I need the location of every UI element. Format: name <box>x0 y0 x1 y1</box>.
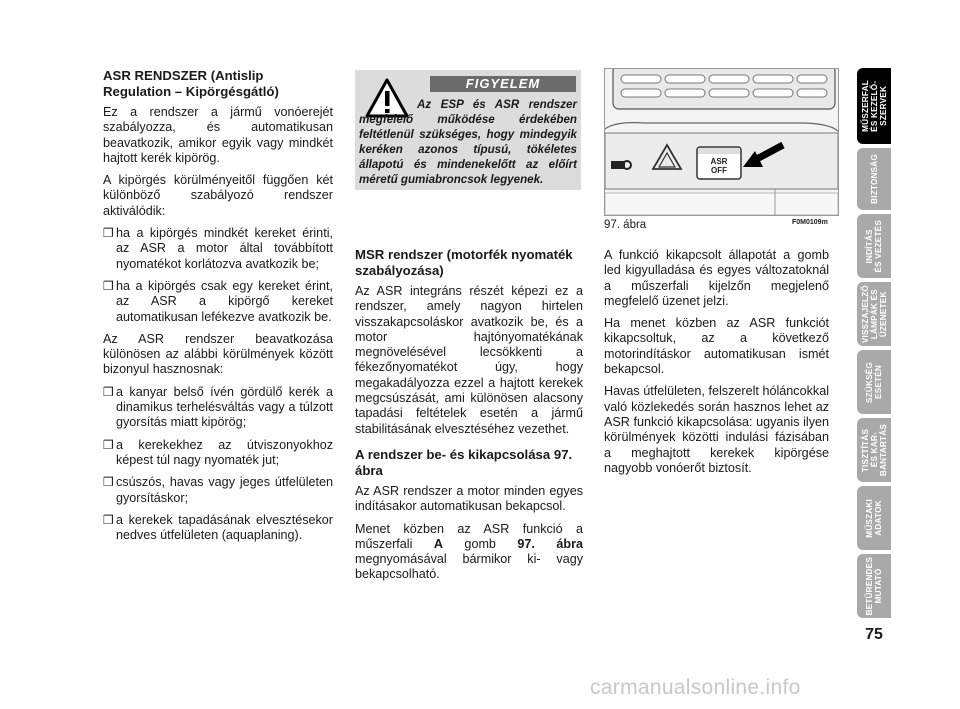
list-item: ❒ a kanyar belső ívén gördülő kerék a dinamikus terhelésváltás vagy a túlzott gyorsítás miatt kipörög; <box>103 384 333 430</box>
warning-box <box>355 70 581 190</box>
list-item: ❒ csúszós, havas vagy jeges útfelületen gyorsításkor; <box>103 475 333 505</box>
onoff-paragraph-1: Az ASR rendszer a motor minden egyes indításakor automatikusan bekapcsol. <box>355 483 583 514</box>
tab-szukseg[interactable]: SZÜKSÉG ESETÉN <box>857 350 891 414</box>
asr-paragraph-3: Az ASR rendszer beavatkozása különösen az alábbi körülmények között bizonyul hasznosnak: <box>103 331 333 377</box>
list-item: ❒ ha a kipörgés mindkét kereket érinti, az ASR a motor által továbbított nyomatékot korlátozva avatkozik be; <box>103 226 333 271</box>
bullet-mark: ❒ <box>103 512 114 527</box>
onoff-paragraph-2: Menet közben az ASR funkció a műszerfali A gomb 97. ábra megnyomásával bármikor ki- vagy bekapcsolható. <box>355 521 583 582</box>
asr-heading: ASR RENDSZER (Antislip Regulation – Kipörgésgátló) <box>103 68 279 99</box>
warning-title: FIGYELEM <box>430 76 576 92</box>
tab-tisztitas[interactable]: TISZTÍTÁS ÉS KAR- BANTARTÁS <box>857 418 891 482</box>
bullet-mark: ❒ <box>103 475 114 490</box>
list-item: ❒ ha a kipörgés csak egy kereket érint, az ASR a kipörgő kereket automatikusan lefékezve avatkozik be. <box>103 278 333 324</box>
tab-muszaki[interactable]: MŰSZAKI ADATOK <box>857 486 891 550</box>
col3-paragraph-3: Havas útfelületen, felszerelt hóláncokkal való közlekedés során hasznos lehet az ASR funkció kikapcsolása: ugyanis ilyen körülmények közötti indulási fázisában a meghajtott kerekek kipörgése nagyobb vonóerőt biztosít. <box>604 384 829 475</box>
msr-paragraph: Az ASR integráns részét képezi ez a rendszer, amely nagyon hirtelen visszakapcsoláskor avatkozik be, és a motor hajtónyomatékának megnövelésével lecsökkenti a fékezőnyomatékot úgy, hogy megakadályozza ezzel a hajtott kerekek megcsúszását, ami különösen alacsony tapadási feltételek esetén a jármű stabilitásának elvesztéséhez vezethet. <box>355 284 583 436</box>
column-right <box>604 248 829 483</box>
bullet-mark: ❒ <box>103 226 114 241</box>
onoff-heading: A rendszer be- és kikapcsolása 97. ábra <box>355 446 573 478</box>
list-item: ❒ a kerekekhez az útviszonyokhoz képest túl nagy nyomaték jut; <box>103 437 333 467</box>
warning-text: Az ESP és ASR rendszer megfelelő működése érdekében feltétlenül szükséges, hogy mindegyik keréken azonos típusú, tökéletes állapotú és mindenekelőtt az előírt méretű gumiabroncsok legyenek. <box>359 98 577 186</box>
tab-beturendes[interactable]: BETŰRENDES MUTATÓ <box>857 554 891 618</box>
asr-paragraph-2: A kipörgés körülményeitől függően két különböző szabályozó rendszer aktiválódik: <box>103 173 333 218</box>
figure-code: F0M0109m <box>792 219 828 226</box>
figure-caption: 97. ábra <box>604 219 647 231</box>
tab-muszerfal[interactable]: MŰSZERFAL ÉS KEZELŐ- SZERVEK <box>857 68 891 144</box>
asr-button-line2: OFF <box>711 166 727 175</box>
figure-97 <box>604 68 839 216</box>
dashboard-illustration <box>605 69 838 215</box>
bullet-mark: ❒ <box>103 278 114 293</box>
watermark: carmanualsonline.info <box>590 676 801 699</box>
page-number: 75 <box>865 626 883 643</box>
asr-button-line1: ASR <box>710 157 728 166</box>
column-left <box>103 68 333 550</box>
bullet-mark: ❒ <box>103 384 114 399</box>
tab-visszajelzo[interactable]: VISSZAJELZŐ LÁMPÁK ÉS ÜZENETEK <box>857 282 891 346</box>
bullet-mark: ❒ <box>103 437 114 452</box>
col3-paragraph-1: A funkció kikapcsolt állapotát a gomb led kigyulladása és egyes változatoknál a műszerfali kijelzőn megjelenő megfelelő üzenet jelzi. <box>604 248 829 308</box>
tab-biztonsag[interactable]: BIZTONSÁG <box>857 148 891 210</box>
asr-paragraph-1: Ez a rendszer a jármű vonóerejét szabályozza, és automatikusan beavatkozik, amikor egyik vagy mindkét hajtott kerék kipörög. <box>103 105 333 165</box>
col3-paragraph-2: Ha menet közben az ASR funkciót kikapcsoltuk, az a következő motorindításkor automatikusan ismét bekapcsol. <box>604 316 829 377</box>
column-middle <box>355 247 583 590</box>
list-item: ❒ a kerekek tapadásának elvesztésekor nedves útfelületen (aquaplaning). <box>103 512 333 543</box>
tab-inditas[interactable]: INDÍTÁS ÉS VEZETÉS <box>857 214 891 278</box>
msr-heading: MSR rendszer (motorfék nyomaték szabályozása) <box>355 247 573 278</box>
